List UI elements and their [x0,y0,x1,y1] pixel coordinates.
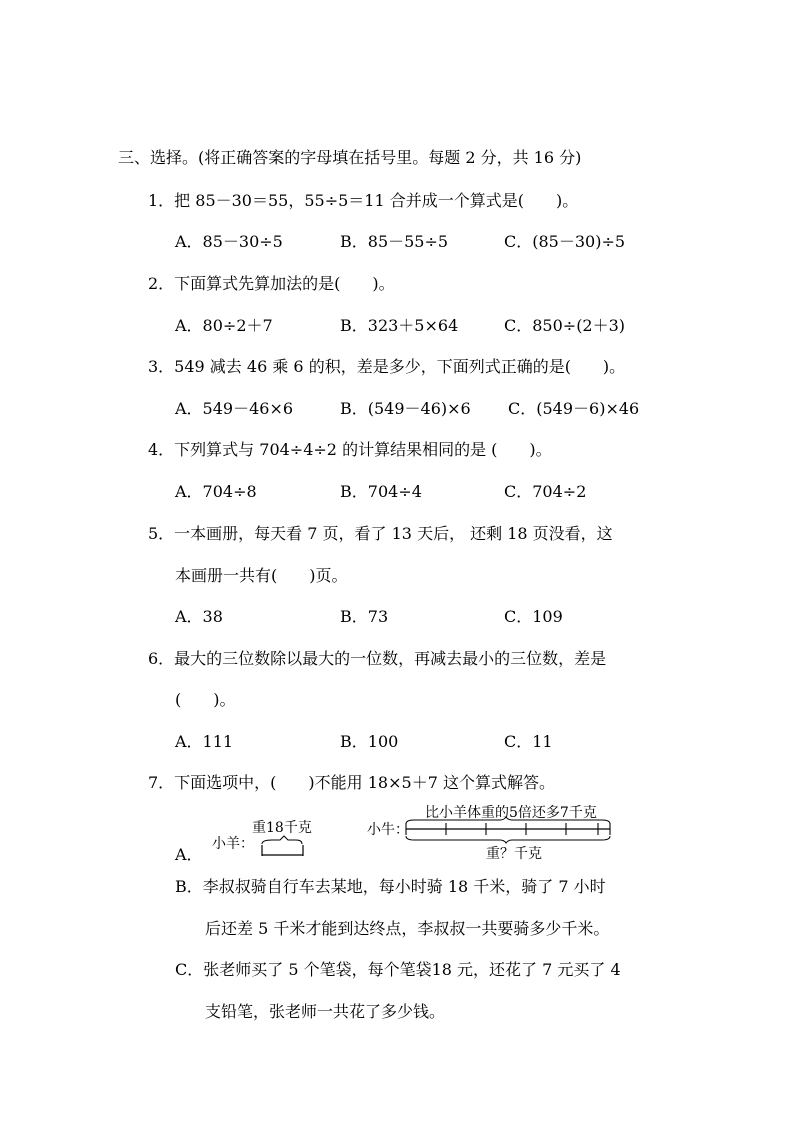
question-7-stem: 7．下面选项中，( )不能用 18×5＋7 这个算式解答。 [148,773,555,792]
q6-option-a[interactable]: A．111 [175,732,234,751]
q4-option-c[interactable]: C．704÷2 [504,482,587,501]
q2-option-c[interactable]: C．850÷(2＋3) [504,316,626,335]
ox-bottom-label: 重？千克 [486,846,542,862]
q5-option-c[interactable]: C．109 [504,607,563,626]
q3-option-a[interactable]: A．549－46×6 [175,399,294,418]
q1-option-c[interactable]: C．(85－30)÷5 [504,232,626,251]
ox-top-label: 比小羊体重的5倍还多7千克 [425,805,597,821]
question-5-stem-cont: 本画册一共有( )页。 [175,566,348,585]
q6-option-c[interactable]: C．11 [504,732,553,751]
sheep-label: 小羊： [212,836,254,852]
q2-option-a[interactable]: A．80÷2＋7 [175,316,273,335]
question-2-stem: 2．下面算式先算加法的是( )。 [148,274,395,293]
question-3-stem: 3．549 减去 46 乘 6 的积，差是多少，下面列式正确的是( )。 [148,357,626,376]
sheep-weight-label: 重18千克 [252,820,312,836]
q7-option-b-line2: 后还差 5 千米才能到达终点，李叔叔一共要骑多少千米。 [205,919,610,938]
q1-option-a[interactable]: A．85－30÷5 [175,232,283,251]
q2-option-b[interactable]: B．323＋5×64 [340,316,459,335]
q7-option-c-line1[interactable]: C．张老师买了 5 个笔袋，每个笔袋18 元，还花了 7 元买了 4 [175,960,621,979]
ox-label: 小牛： [367,822,409,838]
q3-option-c[interactable]: C．(549－6)×46 [508,399,640,418]
question-6-stem: 6．最大的三位数除以最大的一位数，再减去最小的三位数，差是 [148,649,607,668]
section-heading: 三、选择。(将正确答案的字母填在括号里。每题 2 分，共 16 分) [118,148,582,167]
question-5-stem: 5．一本画册，每天看 7 页，看了 13 天后， 还剩 18 页没看，这 [148,524,613,543]
sheep-brace [262,836,302,844]
q3-option-b[interactable]: B．(549－46)×6 [340,399,471,418]
q6-option-b[interactable]: B．100 [340,732,399,751]
q4-option-a[interactable]: A．704÷8 [175,482,257,501]
question-6-stem-cont: ( )。 [175,690,236,709]
ox-bottom-brace [406,836,610,843]
question-1-stem: 1．把 85－30＝55，55÷5＝11 合并成一个算式是( )。 [148,191,579,210]
q1-option-b[interactable]: B．85－55÷5 [340,232,449,251]
q5-option-a[interactable]: A．38 [175,607,223,626]
question-4-stem: 4．下列算式与 704÷4÷2 的计算结果相同的是 ( )。 [148,440,552,459]
q7-option-b-line1[interactable]: B．李叔叔骑自行车去某地，每小时骑 18 千米，骑了 7 小时 [175,877,606,896]
q4-option-b[interactable]: B．704÷4 [340,482,422,501]
q5-option-b[interactable]: B．73 [340,607,389,626]
q7-diagram [200,800,630,870]
q7-option-a[interactable]: A． [175,845,203,864]
q7-option-c-line2: 支铅笔，张老师一共花了多少钱。 [205,1002,446,1021]
